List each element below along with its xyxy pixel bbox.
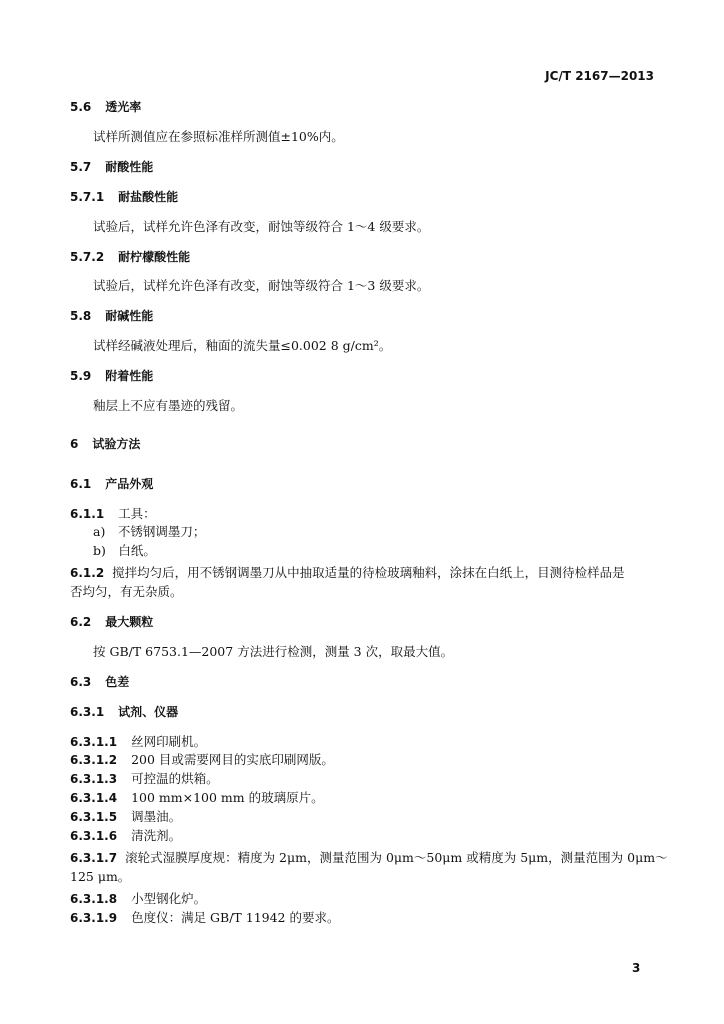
section-5-7-2-text: 试验后，试样允许色泽有改变，耐蚀等级符合 1～3 级要求。 xyxy=(93,278,430,293)
section-number: 6.1 xyxy=(70,477,92,491)
item-text: 丝网印刷机。 xyxy=(131,734,207,749)
list-item xyxy=(70,734,206,750)
list-item xyxy=(70,828,181,844)
section-5-7-2-heading xyxy=(70,249,190,265)
section-6-3-1-heading xyxy=(70,704,178,720)
item-text: 100 mm×100 mm 的玻璃原片。 xyxy=(131,790,324,805)
item-number: 6.3.1.4 xyxy=(70,791,118,805)
item-number: 6.3.1.1 xyxy=(70,735,118,749)
list-item xyxy=(70,850,668,866)
list-item-a: a) 不锈钢调墨刀； xyxy=(93,524,206,539)
section-6-2-heading xyxy=(70,614,153,630)
section-number: 5.7.1 xyxy=(70,190,105,204)
section-number: 6.3 xyxy=(70,675,92,689)
section-6-2-text: 按 GB/T 6753.1—2007 方法进行检测，测量 3 次，取最大值。 xyxy=(93,644,454,659)
item-number: 6.3.1.7 xyxy=(70,851,118,865)
section-5-8-text: 试样经碱液处理后，釉面的流失量≤0.002 8 g/cm²。 xyxy=(93,338,392,353)
section-6-3-heading xyxy=(70,674,129,690)
section-number: 6.3.1 xyxy=(70,705,105,719)
section-5-7-1-heading xyxy=(70,189,178,205)
item-number: 6.3.1.2 xyxy=(70,753,118,767)
section-title: 试验方法 xyxy=(92,437,141,451)
item-text: 可控温的烘箱。 xyxy=(131,771,219,786)
list-item xyxy=(70,809,181,825)
section-title: 耐柠檬酸性能 xyxy=(118,250,191,264)
item-number: 6.3.1.3 xyxy=(70,772,118,786)
list-item xyxy=(70,771,219,787)
item-text: 色度仪：满足 GB/T 11942 的要求。 xyxy=(131,910,340,925)
section-title: 产品外观 xyxy=(105,477,154,491)
section-number: 5.7 xyxy=(70,160,92,174)
section-number: 5.8 xyxy=(70,309,92,323)
section-title: 附着性能 xyxy=(105,369,154,383)
section-title: 耐碱性能 xyxy=(105,309,154,323)
list-item-b: b) 白纸。 xyxy=(93,543,156,558)
section-title: 色差 xyxy=(105,675,130,689)
item-text: 200 目或需要网目的实底印刷网版。 xyxy=(131,752,334,767)
list-item xyxy=(70,891,206,907)
section-number: 6 xyxy=(70,437,79,451)
section-5-8-heading xyxy=(70,308,153,324)
section-6-1-2-line1 xyxy=(70,565,625,581)
document-code: JC/T 2167—2013 xyxy=(545,69,654,83)
chapter-6-heading xyxy=(70,436,140,452)
section-5-9-text: 釉层上不应有墨迹的残留。 xyxy=(93,398,244,413)
section-number: 5.6 xyxy=(70,100,92,114)
list-item xyxy=(70,910,339,926)
section-title: 耐酸性能 xyxy=(105,160,154,174)
item-text: 调墨油。 xyxy=(131,809,182,824)
page-number: 3 xyxy=(632,961,641,975)
section-6-1-2-line2: 否均匀，有无杂质。 xyxy=(70,584,183,599)
section-5-7-1-text: 试验后，试样允许色泽有改变，耐蚀等级符合 1～4 级要求。 xyxy=(93,219,430,234)
section-number: 5.7.2 xyxy=(70,250,105,264)
section-number: 5.9 xyxy=(70,369,92,383)
list-item xyxy=(70,752,334,768)
section-title: 透光率 xyxy=(105,100,142,114)
item-text: 滚轮式湿膜厚度规：精度为 2μm，测量范围为 0μm～50μm 或精度为 5μm，测量范围为 0μm～ xyxy=(125,850,668,865)
section-6-1-1 xyxy=(70,506,156,522)
section-6-1-heading xyxy=(70,476,153,492)
item-text: 清洗剂。 xyxy=(131,828,182,843)
section-number: 6.2 xyxy=(70,615,92,629)
section-title: 试剂、仪器 xyxy=(118,705,179,719)
section-5-7-heading xyxy=(70,159,153,175)
item-number: 6.3.1.5 xyxy=(70,810,118,824)
list-item-continuation: 125 μm。 xyxy=(70,869,131,884)
item-text: 小型钢化炉。 xyxy=(131,891,207,906)
section-5-6-heading xyxy=(70,99,141,115)
section-title: 工具： xyxy=(118,506,156,521)
item-number: 6.3.1.8 xyxy=(70,892,118,906)
section-title: 最大颗粒 xyxy=(105,615,154,629)
item-number: 6.3.1.9 xyxy=(70,911,118,925)
item-number: 6.3.1.6 xyxy=(70,829,118,843)
section-number: 6.1.2 xyxy=(70,566,105,580)
section-title: 耐盐酸性能 xyxy=(118,190,179,204)
section-text: 搅拌均匀后，用不锈钢调墨刀从中抽取适量的待检玻璃釉料，涂抹在白纸上，目测待检样品是 xyxy=(112,565,625,580)
section-number: 6.1.1 xyxy=(70,507,105,521)
section-5-6-text: 试样所测值应在参照标准样所测值±10%内。 xyxy=(93,129,344,144)
list-item xyxy=(70,790,324,806)
section-5-9-heading xyxy=(70,368,153,384)
